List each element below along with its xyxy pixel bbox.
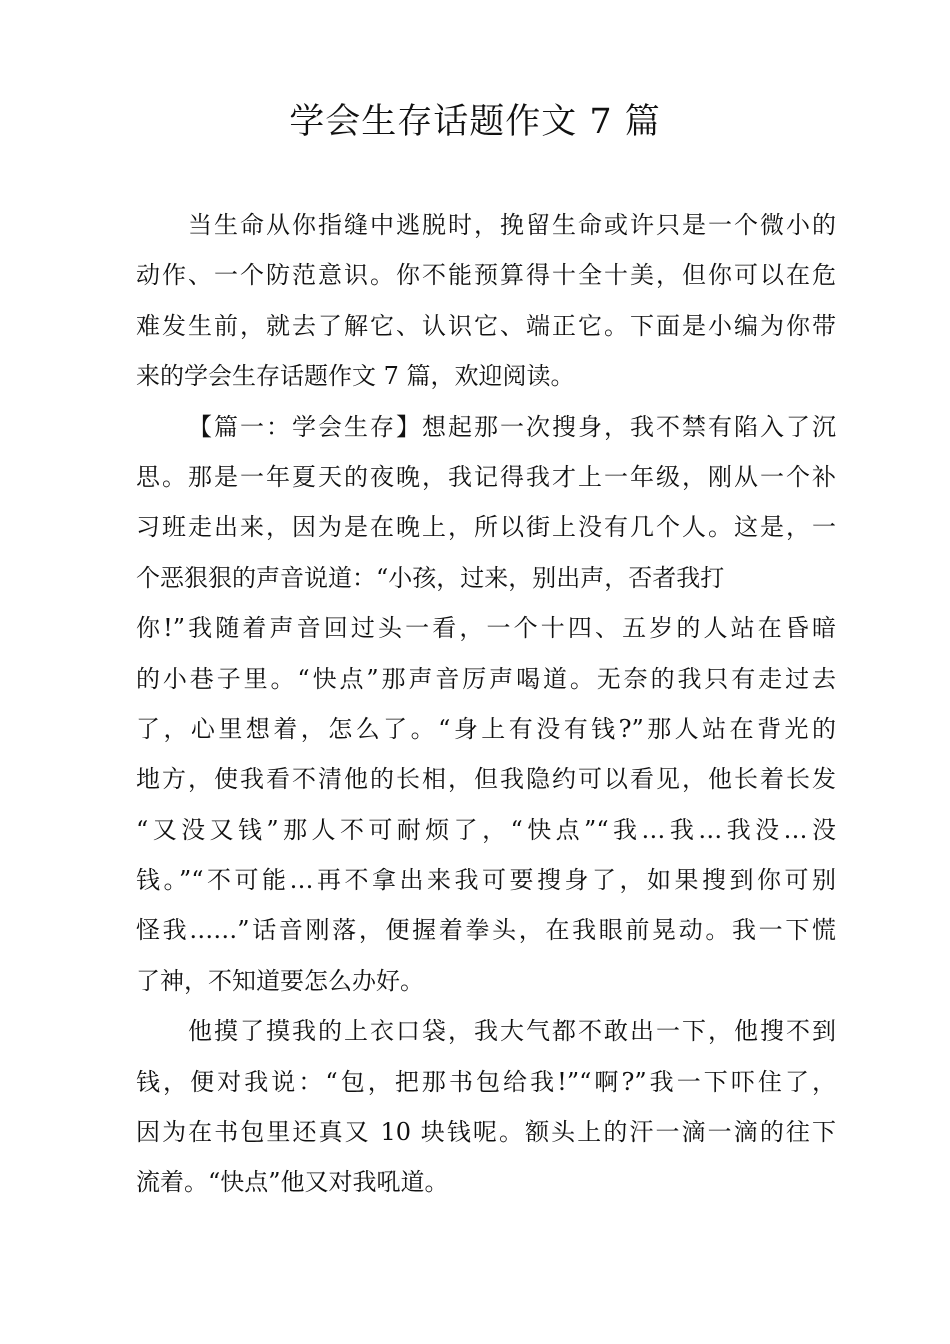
- text-line: 来的学会生存话题作文 7 篇，欢迎阅读。: [136, 362, 575, 391]
- text-line: 习班走出来，因为是在晚上，所以街上没有几个人。这是，一: [136, 513, 836, 542]
- document-title: 学会生存话题作文 7 篇: [289, 102, 661, 142]
- text-line: 【篇一：学会生存】想起那一次搜身，我不禁有陷入了沉: [188, 412, 836, 441]
- text-line: 难发生前，就去了解它、认识它、端正它。下面是小编为你带: [136, 311, 836, 340]
- text-line: 你!”我随着声音回过头一看，一个十四、五岁的人站在昏暗: [136, 614, 836, 643]
- text-line: 怪我……”话音刚落，便握着拳头，在我眼前晃动。我一下慌: [136, 916, 836, 945]
- text-line: 因为在书包里还真又 10 块钱呢。额头上的汗一滴一滴的往下: [136, 1118, 836, 1147]
- text-line: 了神，不知道要怎么办好。: [136, 966, 424, 995]
- text-line: 地方，使我看不清他的长相，但我隐约可以看见，他长着长发: [136, 765, 836, 794]
- text-line: 流着。“快点”他又对我吼道。: [136, 1168, 449, 1197]
- text-line: 的小巷子里。“快点”那声音厉声喝道。无奈的我只有走过去: [136, 664, 836, 693]
- document-body: [136, 200, 836, 1208]
- text-line: “又没又钱”那人不可耐烦了，“快点”“我…我…我没…没: [136, 815, 836, 844]
- text-line: 了，心里想着，怎么了。“身上有没有钱?”那人站在背光的: [136, 714, 836, 743]
- text-line: 他摸了摸我的上衣口袋，我大气都不敢出一下，他搜不到: [188, 1017, 836, 1046]
- text-line: 个恶狠狠的声音说道：“小孩，过来，别出声，否者我打: [136, 563, 725, 592]
- text-line: 动作、一个防范意识。你不能预算得十全十美，但你可以在危: [136, 261, 836, 290]
- text-line: 钱。”“不可能…再不拿出来我可要搜身了，如果搜到你可别: [136, 866, 836, 895]
- text-line: 思。那是一年夏天的夜晚，我记得我才上一年级，刚从一个补: [136, 462, 836, 491]
- text-line: 当生命从你指缝中逃脱时，挽留生命或许只是一个微小的: [188, 211, 836, 239]
- text-line: 钱，便对我说：“包，把那书包给我!”“啊?”我一下吓住了，: [136, 1067, 836, 1096]
